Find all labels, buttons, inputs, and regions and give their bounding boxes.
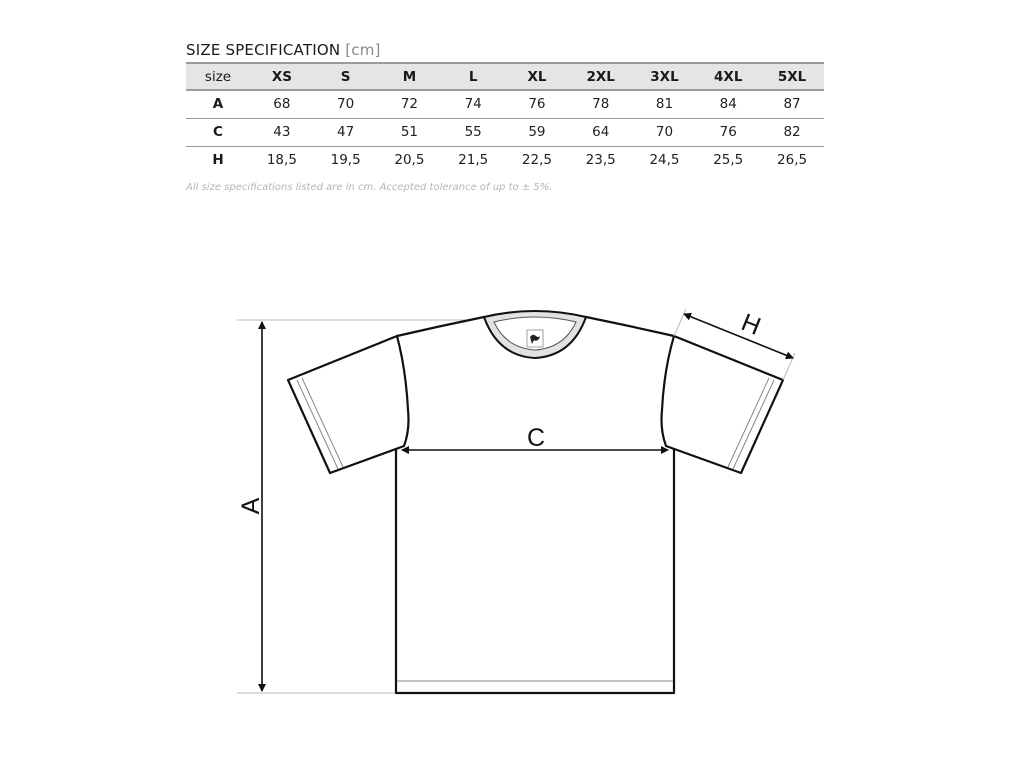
row-label: H bbox=[212, 152, 224, 169]
table-cell: 24,5 bbox=[649, 152, 680, 169]
size-col-header: 3XL bbox=[650, 68, 679, 85]
c-dimension-label: C bbox=[526, 424, 546, 452]
size-col-header: M bbox=[402, 68, 417, 85]
table-cell: 43 bbox=[273, 124, 291, 140]
table-cell: 26,5 bbox=[777, 152, 808, 169]
size-col-header: L bbox=[468, 68, 478, 85]
table-cell: 84 bbox=[719, 96, 737, 113]
h-start-guide-line bbox=[674, 309, 686, 336]
table-cell: 21,5 bbox=[458, 152, 489, 169]
spec-title-text: SIZE SPECIFICATION bbox=[186, 41, 341, 59]
table-cell: 20,5 bbox=[394, 152, 425, 169]
tshirt-right-sleeve bbox=[662, 336, 784, 473]
row-label: C bbox=[213, 124, 223, 140]
table-cell: 68 bbox=[273, 96, 291, 113]
table-cell: 59 bbox=[528, 124, 546, 140]
table-cell: 72 bbox=[400, 96, 418, 113]
size-col-header: S bbox=[340, 68, 351, 85]
size-header-label: size bbox=[204, 68, 232, 85]
tolerance-note: All size specifications listed are in cm. Accepted tolerance of up to ± 5%. bbox=[186, 182, 553, 193]
h-dimension-label: H bbox=[737, 308, 765, 341]
spec-unit: [cm] bbox=[345, 41, 381, 59]
size-col-header: XL bbox=[527, 68, 547, 85]
table-cell: 76 bbox=[719, 124, 737, 140]
size-col-header: 5XL bbox=[777, 68, 807, 85]
row-label: A bbox=[212, 96, 224, 113]
table-cell: 74 bbox=[464, 96, 482, 113]
table-cell: 18,5 bbox=[266, 152, 297, 169]
table-cell: 22,5 bbox=[521, 152, 552, 169]
table-cell: 25,5 bbox=[713, 152, 744, 169]
table-cell: 87 bbox=[783, 96, 801, 113]
table-cell: 64 bbox=[592, 124, 610, 140]
table-cell: 70 bbox=[337, 96, 355, 113]
table-cell: 55 bbox=[464, 124, 482, 140]
size-col-header: 4XL bbox=[714, 68, 743, 85]
table-cell: 81 bbox=[655, 96, 674, 113]
table-cell: 23,5 bbox=[585, 152, 616, 169]
size-col-header: XS bbox=[271, 68, 292, 85]
tshirt-left-sleeve bbox=[288, 336, 409, 473]
tshirt-body bbox=[396, 317, 674, 693]
size-col-header: 2XL bbox=[586, 68, 615, 85]
table-cell: 76 bbox=[528, 96, 546, 113]
table-cell: 82 bbox=[783, 124, 801, 140]
table-cell: 19,5 bbox=[330, 152, 361, 169]
table-cell: 51 bbox=[400, 124, 418, 140]
table-cell: 78 bbox=[592, 96, 610, 113]
table-cell: 47 bbox=[337, 124, 355, 140]
table-cell: 70 bbox=[655, 124, 674, 140]
a-dimension-label: A bbox=[237, 497, 265, 515]
